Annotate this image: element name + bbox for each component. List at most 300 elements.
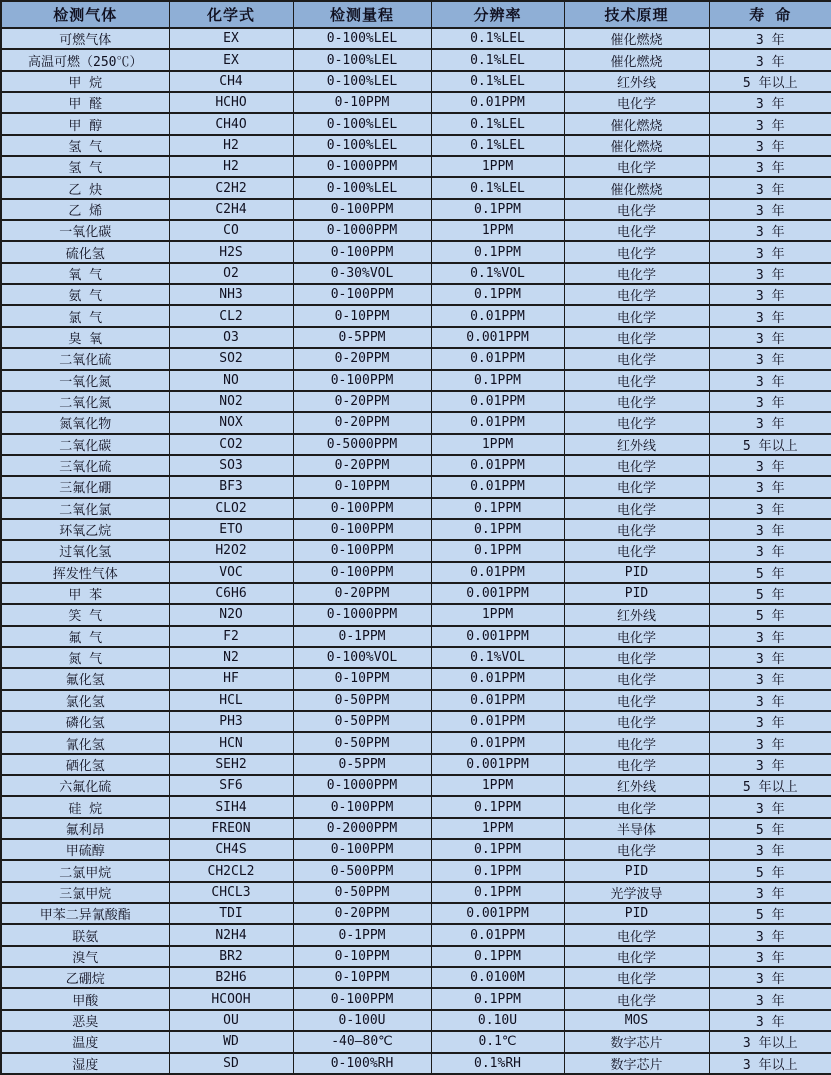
cell-resolution: 1PPM [431, 156, 564, 177]
cell-chemical-formula: H2O2 [169, 540, 293, 561]
cell-lifespan: 5 年 [709, 860, 831, 881]
table-row [1, 967, 831, 988]
table-row [1, 476, 831, 497]
table-row [1, 946, 831, 967]
column-header-detection-range: 检测量程 [293, 1, 431, 28]
cell-chemical-formula: FREON [169, 818, 293, 839]
cell-technology: 红外线 [564, 434, 709, 455]
cell-gas-name: 氢 气 [1, 135, 169, 156]
cell-lifespan: 5 年以上 [709, 434, 831, 455]
cell-chemical-formula: WD [169, 1031, 293, 1052]
table-row [1, 199, 831, 220]
cell-gas-name: 恶臭 [1, 1010, 169, 1031]
cell-resolution: 1PPM [431, 604, 564, 625]
cell-lifespan: 3 年 [709, 668, 831, 689]
cell-resolution: 0.1PPM [431, 370, 564, 391]
cell-chemical-formula: O3 [169, 327, 293, 348]
cell-detection-range: 0-5PPM [293, 754, 431, 775]
cell-chemical-formula: SO3 [169, 455, 293, 476]
cell-chemical-formula: HCOOH [169, 988, 293, 1009]
cell-detection-range: 0-100PPM [293, 370, 431, 391]
cell-gas-name: 氯 气 [1, 305, 169, 326]
cell-technology: 电化学 [564, 967, 709, 988]
table-body [1, 28, 831, 1074]
cell-chemical-formula: ETO [169, 519, 293, 540]
cell-technology: 电化学 [564, 370, 709, 391]
table-row [1, 903, 831, 924]
cell-chemical-formula: CO [169, 220, 293, 241]
cell-gas-name: 二氧化硫 [1, 348, 169, 369]
cell-gas-name: 氰化氢 [1, 732, 169, 753]
cell-resolution: 0.01PPM [431, 391, 564, 412]
cell-detection-range: 0-1000PPM [293, 775, 431, 796]
table-row [1, 647, 831, 668]
table-row [1, 924, 831, 945]
table-row [1, 732, 831, 753]
cell-detection-range: 0-1000PPM [293, 220, 431, 241]
table-row [1, 1053, 831, 1075]
cell-chemical-formula: HCHO [169, 92, 293, 113]
cell-chemical-formula: BF3 [169, 476, 293, 497]
cell-gas-name: 氮氧化物 [1, 412, 169, 433]
cell-lifespan: 3 年 [709, 455, 831, 476]
cell-resolution: 0.01PPM [431, 412, 564, 433]
cell-resolution: 1PPM [431, 434, 564, 455]
table-row [1, 113, 831, 134]
cell-resolution: 0.1PPM [431, 498, 564, 519]
cell-gas-name: 甲硫醇 [1, 839, 169, 860]
cell-detection-range: 0-100%RH [293, 1053, 431, 1075]
cell-lifespan: 3 年 [709, 391, 831, 412]
cell-gas-name: 温度 [1, 1031, 169, 1052]
cell-chemical-formula: N2H4 [169, 924, 293, 945]
cell-resolution: 0.1PPM [431, 519, 564, 540]
table-row [1, 711, 831, 732]
cell-technology: 半导体 [564, 818, 709, 839]
cell-technology: 催化燃烧 [564, 49, 709, 70]
table-row [1, 775, 831, 796]
cell-gas-name: 环氧乙烷 [1, 519, 169, 540]
cell-gas-name: 二氯甲烷 [1, 860, 169, 881]
cell-detection-range: 0-100PPM [293, 839, 431, 860]
table-row [1, 71, 831, 92]
cell-technology: 电化学 [564, 92, 709, 113]
table-row [1, 135, 831, 156]
cell-chemical-formula: F2 [169, 626, 293, 647]
table-row [1, 412, 831, 433]
cell-detection-range: 0-50PPM [293, 732, 431, 753]
cell-resolution: 0.1PPM [431, 199, 564, 220]
cell-resolution: 1PPM [431, 818, 564, 839]
column-header-lifespan: 寿 命 [709, 1, 831, 28]
column-header-gas-name: 检测气体 [1, 1, 169, 28]
cell-resolution: 0.0100M [431, 967, 564, 988]
cell-chemical-formula: CL2 [169, 305, 293, 326]
cell-chemical-formula: SD [169, 1053, 293, 1075]
cell-technology: 电化学 [564, 476, 709, 497]
cell-resolution: 0.1PPM [431, 796, 564, 817]
cell-detection-range: 0-10PPM [293, 476, 431, 497]
cell-technology: PID [564, 903, 709, 924]
cell-resolution: 0.1PPM [431, 241, 564, 262]
cell-technology: 电化学 [564, 732, 709, 753]
table-row [1, 455, 831, 476]
cell-detection-range: 0-50PPM [293, 882, 431, 903]
cell-technology: PID [564, 583, 709, 604]
cell-resolution: 0.1%LEL [431, 177, 564, 198]
cell-resolution: 0.1%LEL [431, 135, 564, 156]
cell-lifespan: 3 年 [709, 796, 831, 817]
cell-lifespan: 5 年 [709, 903, 831, 924]
cell-lifespan: 3 年 [709, 498, 831, 519]
cell-chemical-formula: C2H4 [169, 199, 293, 220]
table-row [1, 1010, 831, 1031]
table-row [1, 519, 831, 540]
cell-detection-range: 0-2000PPM [293, 818, 431, 839]
table-row [1, 241, 831, 262]
cell-chemical-formula: OU [169, 1010, 293, 1031]
cell-technology: 电化学 [564, 156, 709, 177]
cell-lifespan: 3 年 [709, 626, 831, 647]
cell-detection-range: 0-100PPM [293, 562, 431, 583]
cell-detection-range: 0-5000PPM [293, 434, 431, 455]
cell-detection-range: 0-100%LEL [293, 113, 431, 134]
cell-chemical-formula: N2O [169, 604, 293, 625]
cell-technology: 电化学 [564, 711, 709, 732]
cell-resolution: 0.1PPM [431, 540, 564, 561]
cell-chemical-formula: VOC [169, 562, 293, 583]
cell-lifespan: 5 年以上 [709, 71, 831, 92]
cell-gas-name: 氟化氢 [1, 668, 169, 689]
table-row [1, 540, 831, 561]
cell-resolution: 0.1PPM [431, 839, 564, 860]
cell-resolution: 0.01PPM [431, 92, 564, 113]
cell-detection-range: 0-30%VOL [293, 263, 431, 284]
cell-lifespan: 3 年 [709, 348, 831, 369]
cell-lifespan: 3 年 [709, 241, 831, 262]
cell-gas-name: 三氯甲烷 [1, 882, 169, 903]
cell-gas-name: 甲 醇 [1, 113, 169, 134]
cell-lifespan: 3 年 [709, 967, 831, 988]
header-row [1, 1, 831, 28]
cell-technology: 电化学 [564, 988, 709, 1009]
cell-gas-name: 过氧化氢 [1, 540, 169, 561]
cell-lifespan: 3 年 [709, 754, 831, 775]
table-row [1, 348, 831, 369]
cell-technology: 红外线 [564, 775, 709, 796]
table-row [1, 327, 831, 348]
cell-chemical-formula: HCL [169, 690, 293, 711]
cell-lifespan: 3 年 [709, 135, 831, 156]
cell-resolution: 0.001PPM [431, 626, 564, 647]
cell-gas-name: 氟利昂 [1, 818, 169, 839]
cell-resolution: 0.1%RH [431, 1053, 564, 1075]
cell-technology: 红外线 [564, 71, 709, 92]
cell-gas-name: 联氨 [1, 924, 169, 945]
table-row [1, 1031, 831, 1052]
cell-chemical-formula: CH4S [169, 839, 293, 860]
cell-technology: 电化学 [564, 647, 709, 668]
cell-detection-range: 0-1PPM [293, 924, 431, 945]
cell-lifespan: 3 年 [709, 92, 831, 113]
cell-resolution: 0.001PPM [431, 327, 564, 348]
cell-resolution: 0.01PPM [431, 476, 564, 497]
cell-detection-range: 0-100%LEL [293, 71, 431, 92]
cell-technology: 电化学 [564, 946, 709, 967]
cell-lifespan: 5 年 [709, 604, 831, 625]
cell-chemical-formula: HF [169, 668, 293, 689]
cell-resolution: 0.1%VOL [431, 647, 564, 668]
cell-lifespan: 5 年以上 [709, 775, 831, 796]
cell-technology: 电化学 [564, 519, 709, 540]
cell-gas-name: 乙 炔 [1, 177, 169, 198]
cell-resolution: 0.01PPM [431, 690, 564, 711]
cell-lifespan: 3 年 [709, 220, 831, 241]
cell-detection-range: 0-20PPM [293, 412, 431, 433]
table-row [1, 370, 831, 391]
cell-lifespan: 3 年 [709, 732, 831, 753]
cell-lifespan: 3 年 [709, 49, 831, 70]
cell-detection-range: 0-20PPM [293, 903, 431, 924]
cell-gas-name: 氧 气 [1, 263, 169, 284]
cell-resolution: 0.1PPM [431, 988, 564, 1009]
cell-lifespan: 3 年 [709, 370, 831, 391]
cell-lifespan: 3 年 [709, 924, 831, 945]
cell-technology: PID [564, 562, 709, 583]
cell-lifespan: 3 年 [709, 177, 831, 198]
cell-chemical-formula: CO2 [169, 434, 293, 455]
cell-resolution: 0.01PPM [431, 732, 564, 753]
cell-technology: 光学波导 [564, 882, 709, 903]
cell-detection-range: 0-10PPM [293, 305, 431, 326]
cell-resolution: 0.01PPM [431, 348, 564, 369]
cell-gas-name: 氯化氢 [1, 690, 169, 711]
cell-gas-name: 甲 苯 [1, 583, 169, 604]
cell-detection-range: 0-100%VOL [293, 647, 431, 668]
table-row [1, 818, 831, 839]
table-row [1, 498, 831, 519]
cell-resolution: 0.1%LEL [431, 71, 564, 92]
table-row [1, 391, 831, 412]
cell-gas-name: 笑 气 [1, 604, 169, 625]
cell-detection-range: 0-1PPM [293, 626, 431, 647]
column-header-resolution: 分辨率 [431, 1, 564, 28]
cell-technology: 电化学 [564, 348, 709, 369]
cell-technology: 电化学 [564, 391, 709, 412]
table-row [1, 92, 831, 113]
cell-resolution: 0.10U [431, 1010, 564, 1031]
table-header [1, 1, 831, 28]
cell-gas-name: 氨 气 [1, 284, 169, 305]
cell-technology: 红外线 [564, 604, 709, 625]
cell-gas-name: 硫化氢 [1, 241, 169, 262]
cell-technology: 电化学 [564, 668, 709, 689]
cell-gas-name: 乙硼烷 [1, 967, 169, 988]
cell-resolution: 0.001PPM [431, 583, 564, 604]
cell-chemical-formula: SEH2 [169, 754, 293, 775]
cell-detection-range: 0-100PPM [293, 540, 431, 561]
cell-chemical-formula: CHCL3 [169, 882, 293, 903]
cell-detection-range: 0-1000PPM [293, 604, 431, 625]
cell-technology: 电化学 [564, 220, 709, 241]
cell-resolution: 0.1PPM [431, 882, 564, 903]
cell-technology: 电化学 [564, 540, 709, 561]
cell-gas-name: 磷化氢 [1, 711, 169, 732]
cell-resolution: 0.1PPM [431, 860, 564, 881]
cell-detection-range: 0-100PPM [293, 199, 431, 220]
cell-gas-name: 氮 气 [1, 647, 169, 668]
table-row [1, 690, 831, 711]
table-row [1, 156, 831, 177]
cell-chemical-formula: CH4 [169, 71, 293, 92]
cell-technology: 催化燃烧 [564, 135, 709, 156]
cell-chemical-formula: O2 [169, 263, 293, 284]
cell-gas-name: 挥发性气体 [1, 562, 169, 583]
cell-lifespan: 3 年 [709, 412, 831, 433]
cell-detection-range: 0-20PPM [293, 583, 431, 604]
cell-lifespan: 3 年 [709, 263, 831, 284]
cell-lifespan: 3 年 [709, 988, 831, 1009]
cell-detection-range: 0-10PPM [293, 967, 431, 988]
cell-resolution: 1PPM [431, 775, 564, 796]
cell-lifespan: 3 年 [709, 711, 831, 732]
cell-resolution: 0.01PPM [431, 711, 564, 732]
cell-chemical-formula: NH3 [169, 284, 293, 305]
cell-gas-name: 氢 气 [1, 156, 169, 177]
cell-lifespan: 5 年 [709, 583, 831, 604]
cell-resolution: 0.01PPM [431, 455, 564, 476]
cell-gas-name: 一氧化氮 [1, 370, 169, 391]
table-row [1, 284, 831, 305]
cell-detection-range: 0-100PPM [293, 796, 431, 817]
cell-chemical-formula: C6H6 [169, 583, 293, 604]
cell-chemical-formula: CH4O [169, 113, 293, 134]
cell-chemical-formula: NO [169, 370, 293, 391]
table-row [1, 562, 831, 583]
cell-gas-name: 湿度 [1, 1053, 169, 1075]
cell-resolution: 0.001PPM [431, 903, 564, 924]
cell-resolution: 0.01PPM [431, 924, 564, 945]
cell-resolution: 0.1%LEL [431, 49, 564, 70]
cell-lifespan: 3 年 [709, 647, 831, 668]
cell-gas-name: 三氟化硼 [1, 476, 169, 497]
cell-gas-name: 溴气 [1, 946, 169, 967]
cell-technology: 电化学 [564, 839, 709, 860]
cell-technology: 催化燃烧 [564, 113, 709, 134]
table-row [1, 220, 831, 241]
cell-technology: 电化学 [564, 284, 709, 305]
table-row [1, 754, 831, 775]
cell-technology: 电化学 [564, 754, 709, 775]
cell-lifespan: 3 年 [709, 882, 831, 903]
table-row [1, 28, 831, 49]
cell-resolution: 0.001PPM [431, 754, 564, 775]
cell-technology: 催化燃烧 [564, 28, 709, 49]
table-row [1, 177, 831, 198]
cell-chemical-formula: SIH4 [169, 796, 293, 817]
cell-lifespan: 3 年 [709, 199, 831, 220]
cell-resolution: 0.01PPM [431, 305, 564, 326]
cell-detection-range: 0-100PPM [293, 498, 431, 519]
table-row [1, 604, 831, 625]
cell-detection-range: 0-100%LEL [293, 28, 431, 49]
cell-lifespan: 3 年 [709, 839, 831, 860]
cell-lifespan: 3 年 [709, 946, 831, 967]
table-row [1, 583, 831, 604]
cell-technology: MOS [564, 1010, 709, 1031]
cell-lifespan: 3 年 [709, 690, 831, 711]
cell-gas-name: 二氧化氯 [1, 498, 169, 519]
cell-technology: 电化学 [564, 455, 709, 476]
cell-lifespan: 3 年 [709, 28, 831, 49]
cell-gas-name: 臭 氧 [1, 327, 169, 348]
cell-technology: 电化学 [564, 924, 709, 945]
cell-lifespan: 3 年 [709, 305, 831, 326]
cell-technology: 催化燃烧 [564, 177, 709, 198]
cell-chemical-formula: H2 [169, 156, 293, 177]
cell-lifespan: 3 年以上 [709, 1031, 831, 1052]
cell-technology: 电化学 [564, 263, 709, 284]
table-row [1, 49, 831, 70]
cell-chemical-formula: N2 [169, 647, 293, 668]
cell-detection-range: 0-100%LEL [293, 177, 431, 198]
table-row [1, 839, 831, 860]
column-header-chemical-formula: 化学式 [169, 1, 293, 28]
cell-gas-name: 六氟化硫 [1, 775, 169, 796]
cell-resolution: 0.1%LEL [431, 28, 564, 49]
cell-chemical-formula: CH2CL2 [169, 860, 293, 881]
cell-gas-name: 二氧化氮 [1, 391, 169, 412]
cell-detection-range: 0-1000PPM [293, 156, 431, 177]
cell-lifespan: 3 年 [709, 540, 831, 561]
cell-detection-range: 0-100%LEL [293, 49, 431, 70]
cell-resolution: 0.1℃ [431, 1031, 564, 1052]
cell-chemical-formula: CLO2 [169, 498, 293, 519]
cell-chemical-formula: C2H2 [169, 177, 293, 198]
cell-technology: 电化学 [564, 690, 709, 711]
cell-lifespan: 5 年 [709, 818, 831, 839]
cell-lifespan: 3 年 [709, 284, 831, 305]
cell-chemical-formula: B2H6 [169, 967, 293, 988]
cell-detection-range: 0-100PPM [293, 284, 431, 305]
cell-resolution: 1PPM [431, 220, 564, 241]
table-row [1, 796, 831, 817]
cell-gas-name: 乙 烯 [1, 199, 169, 220]
cell-chemical-formula: H2S [169, 241, 293, 262]
cell-detection-range: 0-20PPM [293, 455, 431, 476]
cell-chemical-formula: HCN [169, 732, 293, 753]
cell-resolution: 0.1PPM [431, 946, 564, 967]
cell-lifespan: 3 年 [709, 519, 831, 540]
table-row [1, 668, 831, 689]
cell-detection-range: 0-100PPM [293, 241, 431, 262]
cell-gas-name: 甲酸 [1, 988, 169, 1009]
cell-chemical-formula: PH3 [169, 711, 293, 732]
cell-detection-range: -40—80℃ [293, 1031, 431, 1052]
cell-technology: 电化学 [564, 305, 709, 326]
cell-resolution: 0.01PPM [431, 562, 564, 583]
cell-resolution: 0.01PPM [431, 668, 564, 689]
cell-lifespan: 3 年 [709, 156, 831, 177]
table-row [1, 263, 831, 284]
cell-lifespan: 3 年 [709, 1010, 831, 1031]
cell-resolution: 0.1PPM [431, 284, 564, 305]
cell-detection-range: 0-20PPM [293, 391, 431, 412]
cell-technology: 电化学 [564, 498, 709, 519]
cell-gas-name: 一氧化碳 [1, 220, 169, 241]
cell-detection-range: 0-50PPM [293, 690, 431, 711]
table-row [1, 988, 831, 1009]
